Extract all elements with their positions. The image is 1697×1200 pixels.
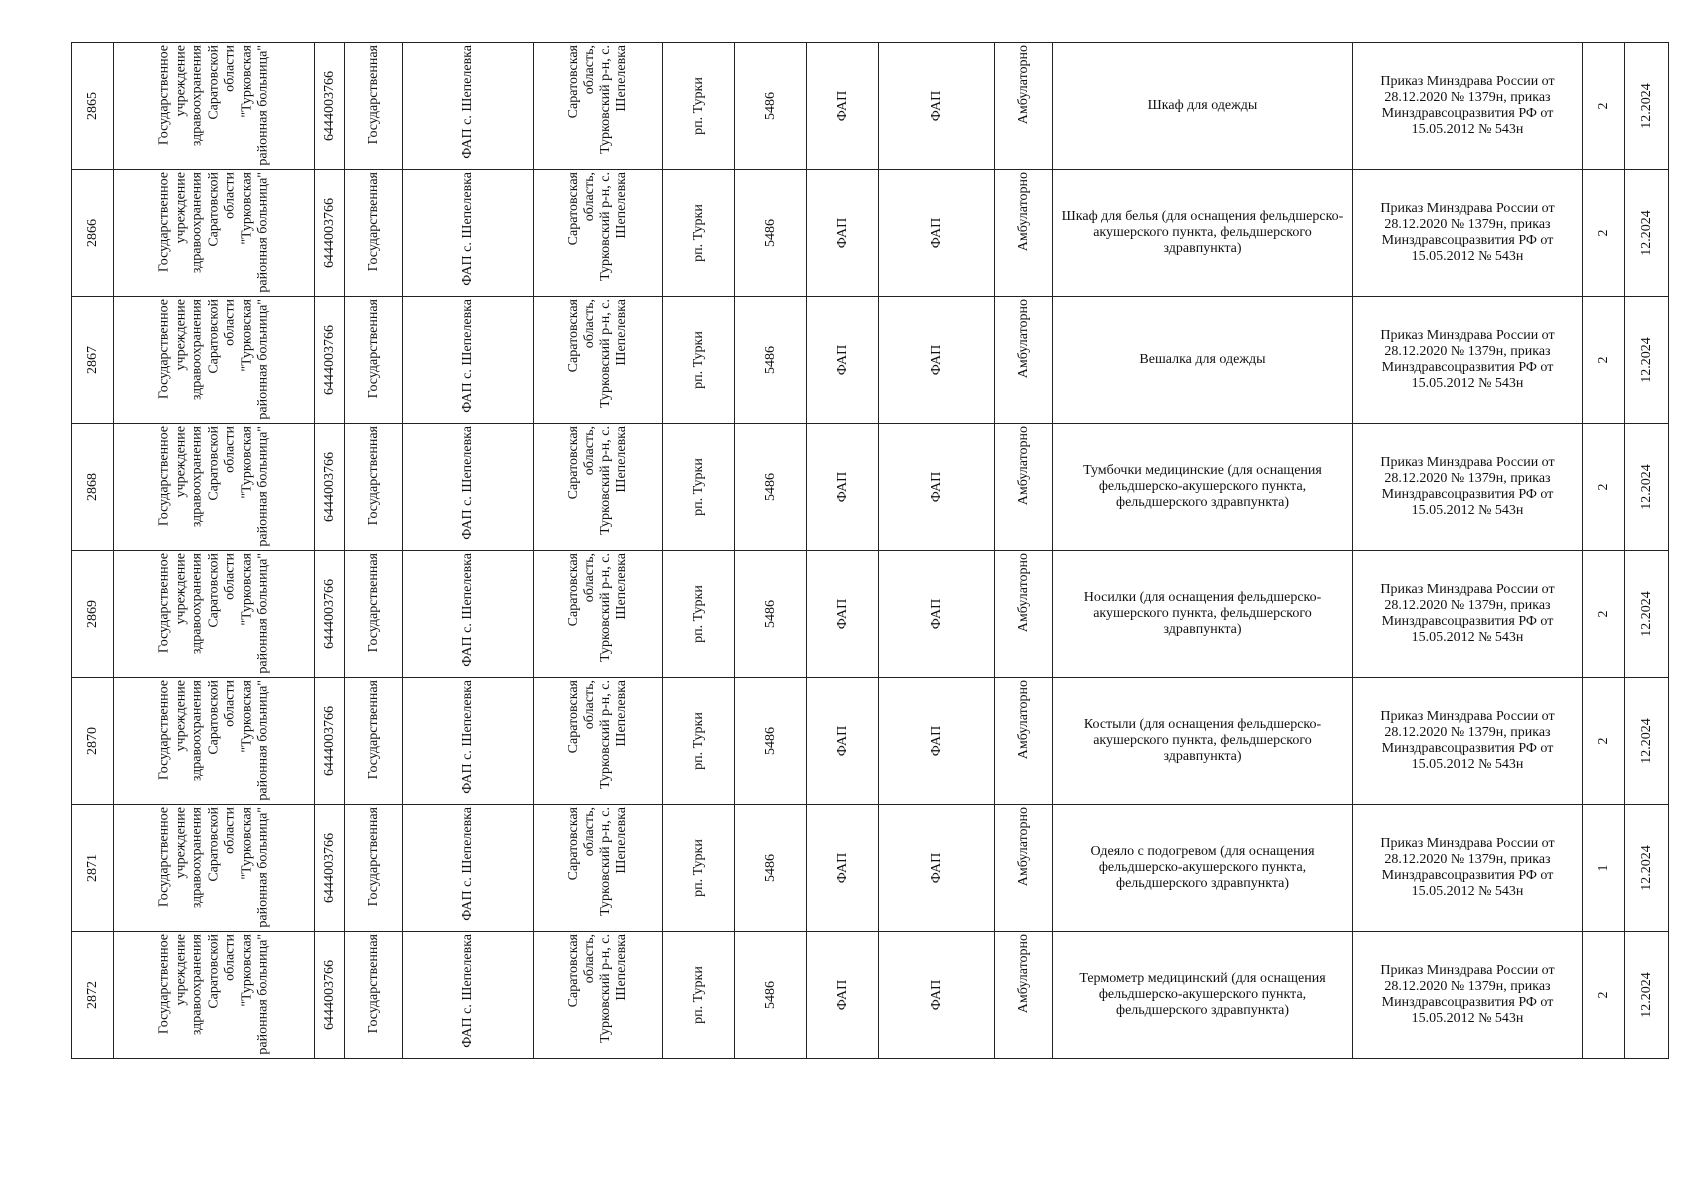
cell-address xyxy=(534,170,663,297)
cell-organization-text: Государственное учреждение здравоохранения Саратовской области "Турковская районная больница" xyxy=(156,934,271,1055)
cell-type-text: ФАП xyxy=(834,725,850,757)
cell-quantity xyxy=(1583,678,1625,805)
cell-address-text: Саратовская область, Турковский р-н, с. Шепелевка xyxy=(566,426,629,535)
cell-subtype-text: ФАП xyxy=(928,979,944,1011)
table-row xyxy=(72,932,1669,1059)
cell-equipment-item-text: Тумбочки медицинские (для оснащения фельдшерско-акушерского пункта, фельдшерского здравпункта) xyxy=(1083,463,1322,510)
cell-ownership xyxy=(345,424,403,551)
cell-population xyxy=(735,297,807,424)
cell-equipment-item xyxy=(1053,805,1353,932)
cell-subtype-text: ФАП xyxy=(928,598,944,630)
cell-organization xyxy=(114,43,315,170)
cell-organization xyxy=(114,932,315,1059)
cell-number xyxy=(72,170,114,297)
cell-ownership-text: Государственная xyxy=(365,553,381,653)
cell-ownership-text: Государственная xyxy=(365,299,381,399)
cell-unit-text: ФАП с. Шепелевка xyxy=(460,553,475,667)
cell-legal-basis xyxy=(1353,551,1583,678)
cell-inn xyxy=(315,424,345,551)
cell-locality xyxy=(663,43,735,170)
cell-type xyxy=(807,932,879,1059)
cell-inn xyxy=(315,932,345,1059)
cell-population-text: 5486 xyxy=(762,92,778,120)
cell-unit xyxy=(403,424,534,551)
cell-population-text: 5486 xyxy=(762,854,778,882)
cell-type-text: ФАП xyxy=(834,979,850,1011)
cell-population xyxy=(735,551,807,678)
cell-number xyxy=(72,678,114,805)
cell-legal-basis-text: Приказ Минздрава России от 28.12.2020 № 1379н, приказ Минздравсоцразвития РФ от 15.05.2012 № 543н xyxy=(1380,709,1555,772)
cell-population-text: 5486 xyxy=(762,346,778,374)
cell-legal-basis xyxy=(1353,678,1583,805)
cell-organization-text: Государственное учреждение здравоохранения Саратовской области "Турковская районная больница" xyxy=(156,807,271,928)
cell-equipment-item xyxy=(1053,678,1353,805)
cell-quantity xyxy=(1583,424,1625,551)
cell-population xyxy=(735,43,807,170)
cell-organization xyxy=(114,424,315,551)
cell-type-text: ФАП xyxy=(834,852,850,884)
table-row xyxy=(72,551,1669,678)
cell-date xyxy=(1625,678,1669,805)
cell-care-form xyxy=(995,805,1053,932)
cell-locality-text: рп. Турки xyxy=(690,77,706,135)
cell-unit xyxy=(403,43,534,170)
cell-organization-text: Государственное учреждение здравоохранения Саратовской области "Турковская районная больница" xyxy=(156,553,271,674)
cell-care-form-text: Амбулаторно xyxy=(1015,426,1031,506)
cell-quantity-text: 2 xyxy=(1595,610,1611,618)
cell-inn xyxy=(315,43,345,170)
cell-quantity-text: 2 xyxy=(1595,102,1611,110)
cell-address xyxy=(534,43,663,170)
cell-number-text: 2868 xyxy=(84,473,100,501)
cell-type-text: ФАП xyxy=(834,344,850,376)
cell-address xyxy=(534,932,663,1059)
cell-type xyxy=(807,170,879,297)
cell-unit xyxy=(403,551,534,678)
cell-legal-basis-text: Приказ Минздрава России от 28.12.2020 № 1379н, приказ Минздравсоцразвития РФ от 15.05.2012 № 543н xyxy=(1380,582,1555,645)
cell-legal-basis-text: Приказ Минздрава России от 28.12.2020 № 1379н, приказ Минздравсоцразвития РФ от 15.05.2012 № 543н xyxy=(1380,74,1555,137)
cell-inn-text: 6444003766 xyxy=(321,452,337,522)
cell-equipment-item xyxy=(1053,170,1353,297)
cell-inn xyxy=(315,805,345,932)
cell-population-text: 5486 xyxy=(762,981,778,1009)
cell-quantity xyxy=(1583,932,1625,1059)
cell-unit xyxy=(403,805,534,932)
cell-locality-text: рп. Турки xyxy=(690,712,706,770)
cell-ownership xyxy=(345,43,403,170)
cell-date-text: 12.2024 xyxy=(1638,591,1654,637)
cell-ownership-text: Государственная xyxy=(365,426,381,526)
cell-inn xyxy=(315,297,345,424)
cell-date xyxy=(1625,43,1669,170)
cell-number-text: 2869 xyxy=(84,600,100,628)
cell-inn xyxy=(315,170,345,297)
cell-organization-text: Государственное учреждение здравоохранения Саратовской области "Турковская районная больница" xyxy=(156,426,271,547)
cell-organization xyxy=(114,297,315,424)
cell-locality xyxy=(663,805,735,932)
cell-ownership xyxy=(345,551,403,678)
table-row xyxy=(72,43,1669,170)
cell-organization-text: Государственное учреждение здравоохранения Саратовской области "Турковская районная больница" xyxy=(156,680,271,801)
cell-locality xyxy=(663,678,735,805)
cell-care-form-text: Амбулаторно xyxy=(1015,172,1031,252)
cell-ownership xyxy=(345,805,403,932)
cell-locality-text: рп. Турки xyxy=(690,331,706,389)
cell-unit-text: ФАП с. Шепелевка xyxy=(460,299,475,413)
cell-date-text: 12.2024 xyxy=(1638,83,1654,129)
cell-inn-text: 6444003766 xyxy=(321,71,337,141)
cell-quantity xyxy=(1583,43,1625,170)
cell-date-text: 12.2024 xyxy=(1638,210,1654,256)
cell-inn-text: 6444003766 xyxy=(321,960,337,1030)
cell-unit-text: ФАП с. Шепелевка xyxy=(460,934,475,1048)
cell-address-text: Саратовская область, Турковский р-н, с. Шепелевка xyxy=(566,553,629,662)
cell-type xyxy=(807,43,879,170)
cell-care-form xyxy=(995,297,1053,424)
cell-care-form-text: Амбулаторно xyxy=(1015,680,1031,760)
table-body xyxy=(72,43,1669,1059)
cell-address xyxy=(534,678,663,805)
cell-locality-text: рп. Турки xyxy=(690,839,706,897)
cell-equipment-item-text: Носилки (для оснащения фельдшерско-акушерского пункта, фельдшерского здравпункта) xyxy=(1083,590,1322,637)
cell-inn-text: 6444003766 xyxy=(321,579,337,649)
cell-number-text: 2867 xyxy=(84,346,100,374)
cell-legal-basis-text: Приказ Минздрава России от 28.12.2020 № 1379н, приказ Минздравсоцразвития РФ от 15.05.2012 № 543н xyxy=(1380,328,1555,391)
cell-care-form xyxy=(995,551,1053,678)
cell-quantity xyxy=(1583,170,1625,297)
cell-subtype xyxy=(879,932,995,1059)
cell-subtype-text: ФАП xyxy=(928,852,944,884)
table-row xyxy=(72,297,1669,424)
cell-date-text: 12.2024 xyxy=(1638,337,1654,383)
cell-type xyxy=(807,551,879,678)
cell-ownership-text: Государственная xyxy=(365,172,381,272)
cell-unit xyxy=(403,297,534,424)
cell-subtype xyxy=(879,805,995,932)
cell-address xyxy=(534,424,663,551)
cell-care-form xyxy=(995,170,1053,297)
cell-legal-basis xyxy=(1353,43,1583,170)
cell-population-text: 5486 xyxy=(762,727,778,755)
cell-legal-basis-text: Приказ Минздрава России от 28.12.2020 № 1379н, приказ Минздравсоцразвития РФ от 15.05.2012 № 543н xyxy=(1380,455,1555,518)
cell-organization xyxy=(114,551,315,678)
cell-date-text: 12.2024 xyxy=(1638,972,1654,1018)
cell-quantity xyxy=(1583,297,1625,424)
cell-unit xyxy=(403,678,534,805)
cell-legal-basis xyxy=(1353,170,1583,297)
cell-address-text: Саратовская область, Турковский р-н, с. Шепелевка xyxy=(566,680,629,789)
cell-care-form-text: Амбулаторно xyxy=(1015,807,1031,887)
cell-ownership-text: Государственная xyxy=(365,680,381,780)
cell-equipment-item-text: Одеяло с подогревом (для оснащения фельдшерско-акушерского пункта, фельдшерского здравпункта) xyxy=(1090,844,1315,891)
cell-quantity xyxy=(1583,551,1625,678)
cell-ownership-text: Государственная xyxy=(365,807,381,907)
cell-organization-text: Государственное учреждение здравоохранения Саратовской области "Турковская районная больница" xyxy=(156,299,271,420)
cell-number xyxy=(72,551,114,678)
cell-subtype xyxy=(879,43,995,170)
cell-organization xyxy=(114,170,315,297)
cell-number-text: 2872 xyxy=(84,981,100,1009)
cell-number-text: 2866 xyxy=(84,219,100,247)
cell-type xyxy=(807,805,879,932)
cell-inn-text: 6444003766 xyxy=(321,833,337,903)
cell-date xyxy=(1625,424,1669,551)
cell-locality-text: рп. Турки xyxy=(690,585,706,643)
cell-number-text: 2870 xyxy=(84,727,100,755)
table-row xyxy=(72,678,1669,805)
cell-address-text: Саратовская область, Турковский р-н, с. Шепелевка xyxy=(566,299,629,408)
cell-locality xyxy=(663,297,735,424)
cell-unit-text: ФАП с. Шепелевка xyxy=(460,807,475,921)
cell-legal-basis-text: Приказ Минздрава России от 28.12.2020 № 1379н, приказ Минздравсоцразвития РФ от 15.05.2012 № 543н xyxy=(1380,201,1555,264)
cell-number-text: 2871 xyxy=(84,854,100,882)
cell-date-text: 12.2024 xyxy=(1638,845,1654,891)
cell-organization-text: Государственное учреждение здравоохранения Саратовской области "Турковская районная больница" xyxy=(156,172,271,293)
cell-equipment-item xyxy=(1053,43,1353,170)
cell-care-form xyxy=(995,678,1053,805)
cell-ownership xyxy=(345,678,403,805)
cell-number xyxy=(72,424,114,551)
cell-equipment-item-text: Костыли (для оснащения фельдшерско-акушерского пункта, фельдшерского здравпункта) xyxy=(1083,717,1322,764)
cell-ownership xyxy=(345,170,403,297)
table-row xyxy=(72,805,1669,932)
cell-inn xyxy=(315,678,345,805)
cell-subtype-text: ФАП xyxy=(928,471,944,503)
cell-locality-text: рп. Турки xyxy=(690,204,706,262)
cell-population xyxy=(735,805,807,932)
cell-equipment-item xyxy=(1053,297,1353,424)
cell-population-text: 5486 xyxy=(762,219,778,247)
cell-quantity-text: 2 xyxy=(1595,229,1611,237)
cell-care-form xyxy=(995,43,1053,170)
cell-population xyxy=(735,678,807,805)
cell-subtype xyxy=(879,551,995,678)
cell-quantity-text: 2 xyxy=(1595,737,1611,745)
cell-date xyxy=(1625,805,1669,932)
cell-type-text: ФАП xyxy=(834,471,850,503)
cell-date xyxy=(1625,170,1669,297)
cell-organization xyxy=(114,678,315,805)
cell-ownership-text: Государственная xyxy=(365,45,381,145)
cell-population xyxy=(735,170,807,297)
cell-address-text: Саратовская область, Турковский р-н, с. Шепелевка xyxy=(566,934,629,1043)
cell-equipment-item-text: Шкаф для белья (для оснащения фельдшерско-акушерского пункта, фельдшерского здравпункта) xyxy=(1061,209,1344,256)
cell-equipment-item xyxy=(1053,424,1353,551)
cell-care-form-text: Амбулаторно xyxy=(1015,553,1031,633)
cell-legal-basis xyxy=(1353,805,1583,932)
cell-type-text: ФАП xyxy=(834,598,850,630)
cell-type xyxy=(807,297,879,424)
cell-subtype-text: ФАП xyxy=(928,725,944,757)
cell-locality-text: рп. Турки xyxy=(690,458,706,516)
cell-unit-text: ФАП с. Шепелевка xyxy=(460,45,475,159)
cell-locality xyxy=(663,551,735,678)
cell-address xyxy=(534,551,663,678)
cell-subtype xyxy=(879,678,995,805)
cell-number xyxy=(72,43,114,170)
cell-address xyxy=(534,805,663,932)
cell-subtype-text: ФАП xyxy=(928,90,944,122)
cell-subtype-text: ФАП xyxy=(928,217,944,249)
cell-equipment-item-text: Термометр медицинский (для оснащения фельдшерско-акушерского пункта, фельдшерского здравпункта) xyxy=(1079,971,1326,1018)
cell-subtype xyxy=(879,424,995,551)
cell-equipment-item-text: Вешалка для одежды xyxy=(1139,352,1266,367)
cell-care-form-text: Амбулаторно xyxy=(1015,45,1031,125)
cell-type-text: ФАП xyxy=(834,217,850,249)
cell-unit xyxy=(403,170,534,297)
cell-population xyxy=(735,424,807,551)
cell-care-form xyxy=(995,932,1053,1059)
cell-address-text: Саратовская область, Турковский р-н, с. Шепелевка xyxy=(566,172,629,281)
cell-inn-text: 6444003766 xyxy=(321,325,337,395)
cell-number xyxy=(72,932,114,1059)
cell-locality xyxy=(663,170,735,297)
cell-ownership-text: Государственная xyxy=(365,934,381,1034)
cell-type xyxy=(807,678,879,805)
cell-population-text: 5486 xyxy=(762,473,778,501)
cell-care-form-text: Амбулаторно xyxy=(1015,934,1031,1014)
cell-care-form xyxy=(995,424,1053,551)
cell-unit-text: ФАП с. Шепелевка xyxy=(460,426,475,540)
cell-subtype xyxy=(879,170,995,297)
cell-locality xyxy=(663,932,735,1059)
cell-ownership xyxy=(345,932,403,1059)
cell-date xyxy=(1625,932,1669,1059)
cell-quantity-text: 2 xyxy=(1595,356,1611,364)
cell-type xyxy=(807,424,879,551)
cell-date xyxy=(1625,551,1669,678)
cell-locality-text: рп. Турки xyxy=(690,966,706,1024)
cell-address xyxy=(534,297,663,424)
cell-subtype xyxy=(879,297,995,424)
cell-quantity xyxy=(1583,805,1625,932)
cell-care-form-text: Амбулаторно xyxy=(1015,299,1031,379)
cell-unit-text: ФАП с. Шепелевка xyxy=(460,172,475,286)
equipment-table xyxy=(71,42,1669,1059)
cell-legal-basis xyxy=(1353,297,1583,424)
cell-type-text: ФАП xyxy=(834,90,850,122)
cell-legal-basis-text: Приказ Минздрава России от 28.12.2020 № 1379н, приказ Минздравсоцразвития РФ от 15.05.2012 № 543н xyxy=(1380,836,1555,899)
cell-unit-text: ФАП с. Шепелевка xyxy=(460,680,475,794)
cell-population xyxy=(735,932,807,1059)
cell-equipment-item xyxy=(1053,932,1353,1059)
cell-number xyxy=(72,805,114,932)
cell-date-text: 12.2024 xyxy=(1638,718,1654,764)
cell-date xyxy=(1625,297,1669,424)
cell-equipment-item xyxy=(1053,551,1353,678)
cell-locality xyxy=(663,424,735,551)
cell-legal-basis xyxy=(1353,424,1583,551)
table-row xyxy=(72,170,1669,297)
cell-unit xyxy=(403,932,534,1059)
cell-subtype-text: ФАП xyxy=(928,344,944,376)
cell-quantity-text: 2 xyxy=(1595,991,1611,999)
cell-quantity-text: 2 xyxy=(1595,483,1611,491)
cell-number xyxy=(72,297,114,424)
cell-number-text: 2865 xyxy=(84,92,100,120)
cell-inn-text: 6444003766 xyxy=(321,706,337,776)
cell-legal-basis xyxy=(1353,932,1583,1059)
cell-date-text: 12.2024 xyxy=(1638,464,1654,510)
cell-population-text: 5486 xyxy=(762,600,778,628)
cell-legal-basis-text: Приказ Минздрава России от 28.12.2020 № 1379н, приказ Минздравсоцразвития РФ от 15.05.2012 № 543н xyxy=(1380,963,1555,1026)
cell-organization xyxy=(114,805,315,932)
cell-address-text: Саратовская область, Турковский р-н, с. Шепелевка xyxy=(566,807,629,916)
table-row xyxy=(72,424,1669,551)
cell-quantity-text: 1 xyxy=(1595,864,1611,872)
cell-ownership xyxy=(345,297,403,424)
cell-address-text: Саратовская область, Турковский р-н, с. Шепелевка xyxy=(566,45,629,154)
cell-inn xyxy=(315,551,345,678)
cell-organization-text: Государственное учреждение здравоохранения Саратовской области "Турковская районная больница" xyxy=(156,45,271,166)
cell-equipment-item-text: Шкаф для одежды xyxy=(1147,98,1258,113)
cell-inn-text: 6444003766 xyxy=(321,198,337,268)
